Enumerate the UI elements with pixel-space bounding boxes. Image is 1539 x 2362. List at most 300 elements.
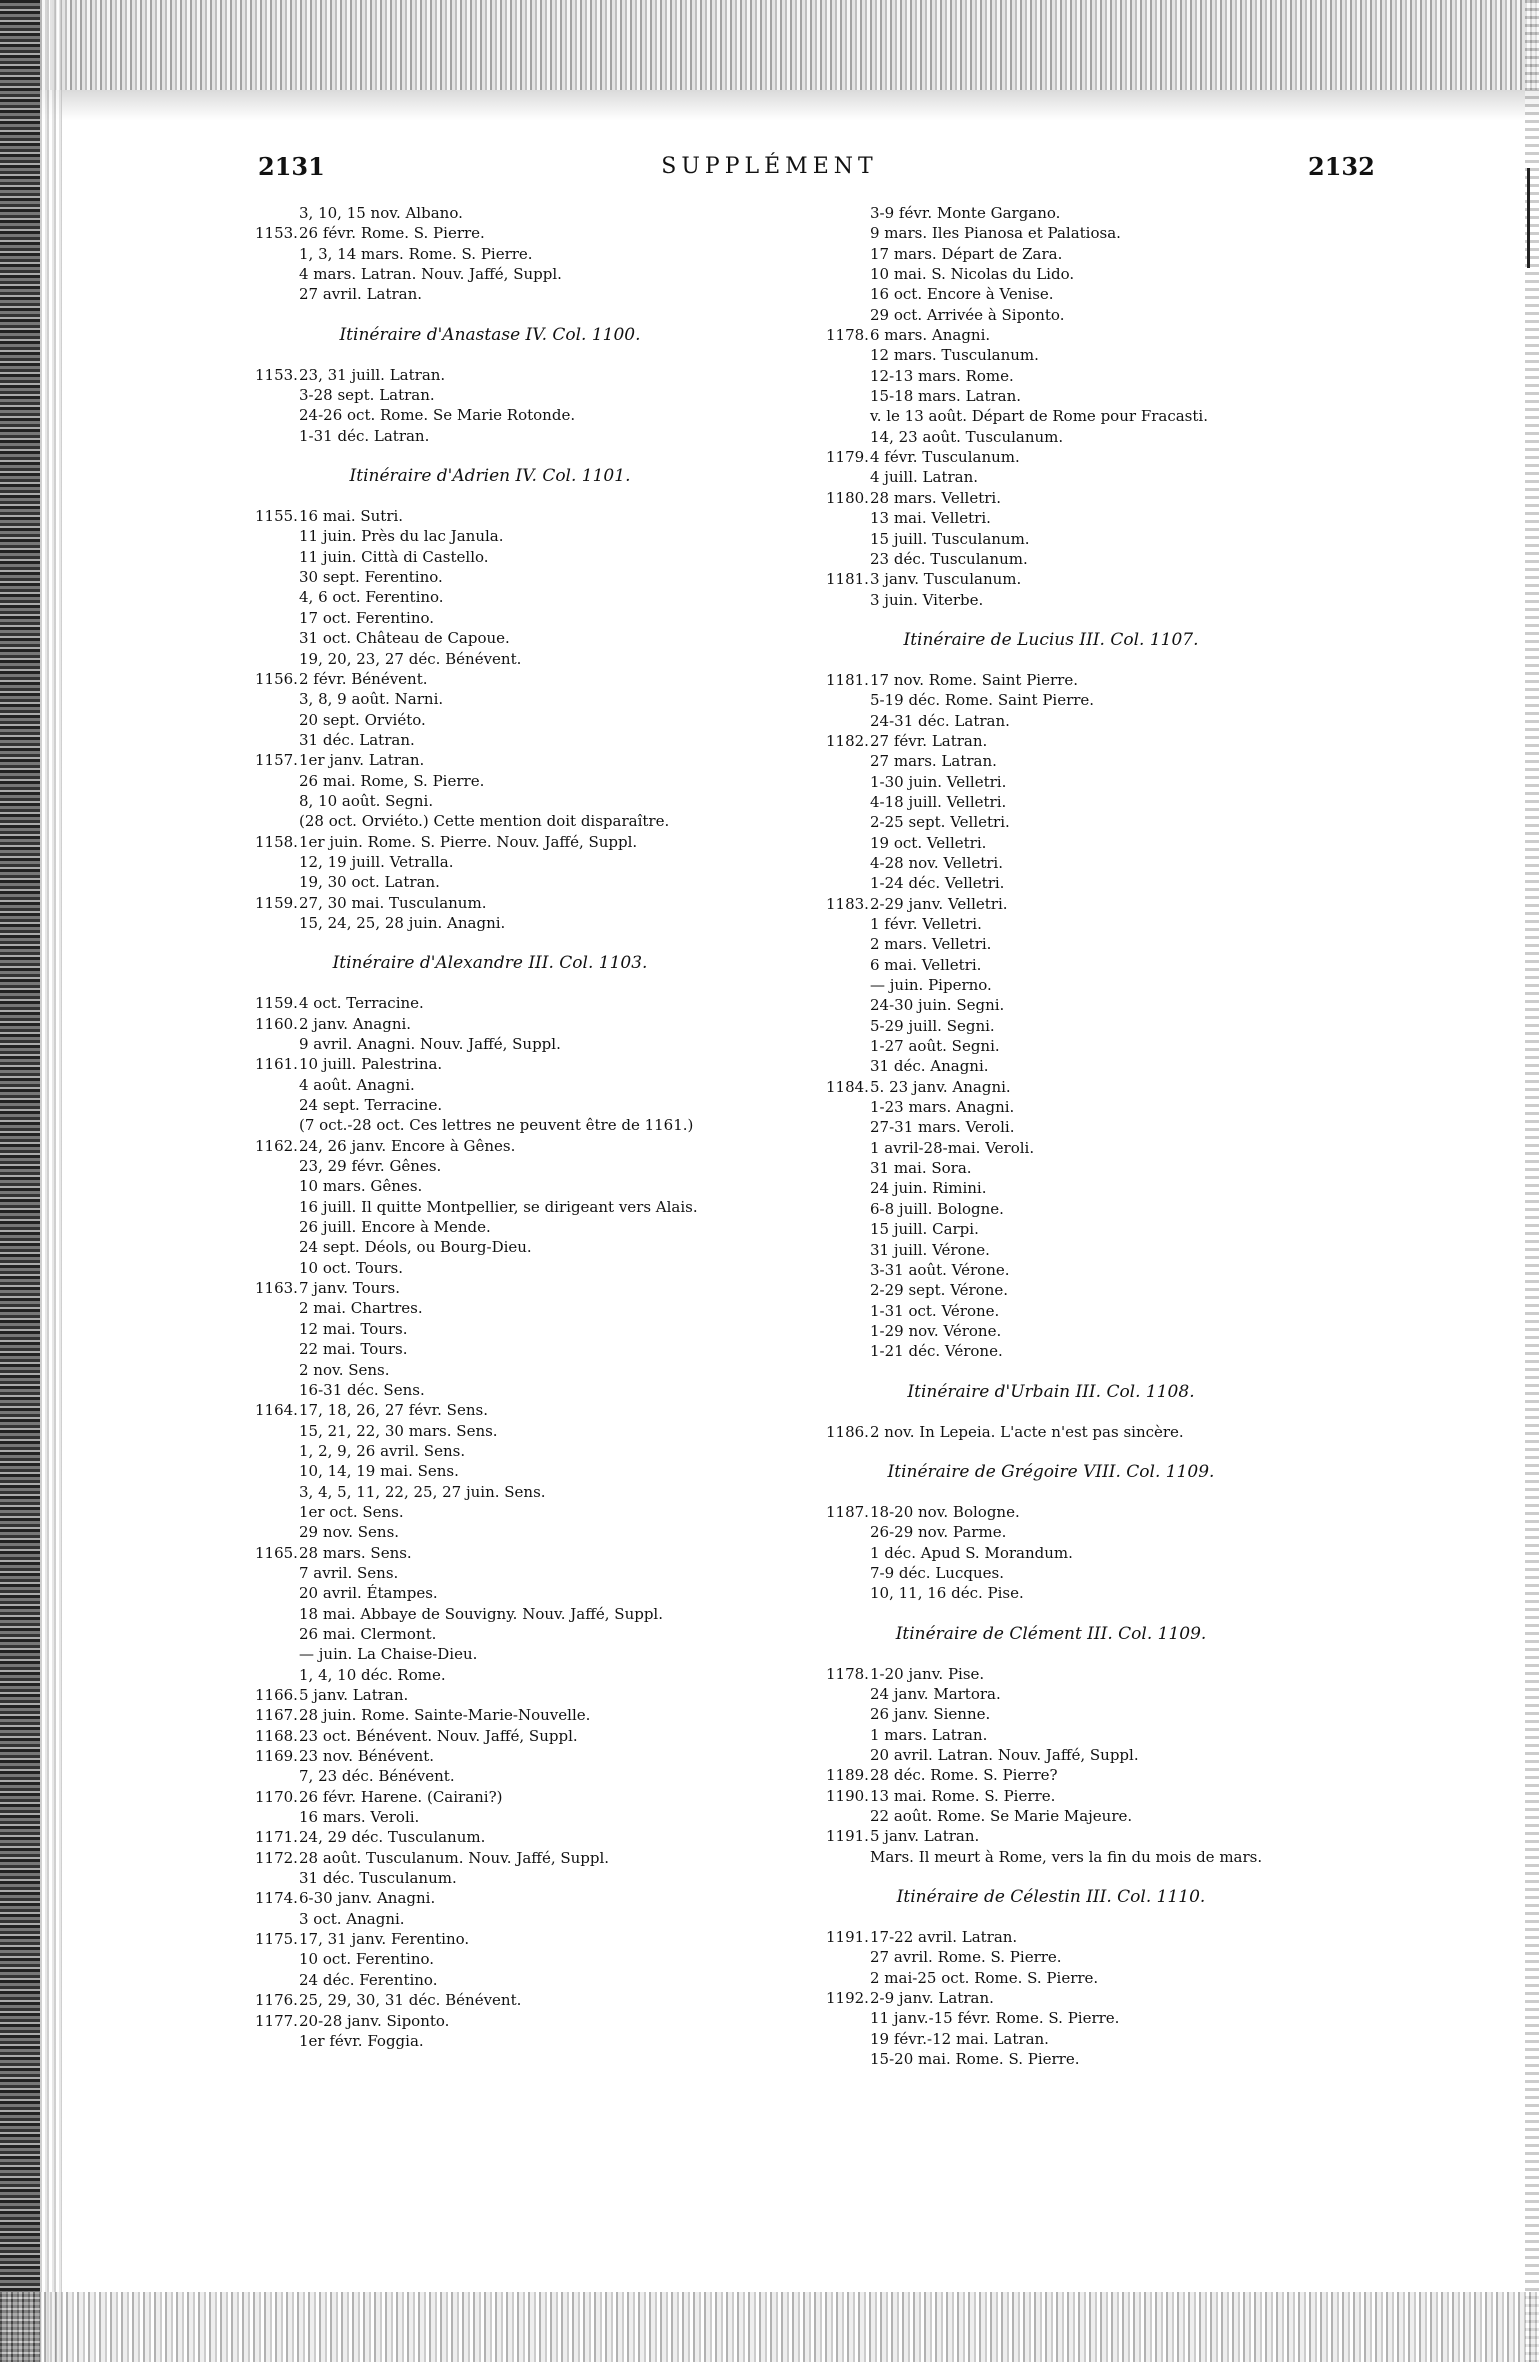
entry-text: 3 janv. Tusculanum. <box>870 570 1022 589</box>
entry-text: 27 mars. Latran. <box>870 752 997 771</box>
entry-text: 2-9 janv. Latran. <box>870 1989 994 2008</box>
itinerary-entry <box>826 1240 1276 1260</box>
entry-year: 1186. <box>826 1422 869 1441</box>
entry-year: 1191. <box>826 1827 869 1846</box>
itinerary-entry <box>826 833 1276 853</box>
itinerary-entry <box>826 975 1276 995</box>
entry-text: 24-31 déc. Latran. <box>870 711 1010 730</box>
entry-text: 28 déc. Rome. S. Pierre? <box>870 1766 1058 1785</box>
itinerary-entry <box>255 1014 725 1034</box>
itinerary-entry <box>255 811 725 831</box>
entry-text: 28 mars. Sens. <box>299 1543 412 1562</box>
itinerary-entry <box>255 1380 725 1400</box>
itinerary-entry <box>255 1583 725 1603</box>
itinerary-entry <box>255 1115 725 1135</box>
itinerary-entry <box>255 1339 725 1359</box>
itinerary-entry <box>255 1604 725 1624</box>
entry-text: 1-23 mars. Anagni. <box>870 1098 1015 1117</box>
entry-text: 12-13 mars. Rome. <box>870 366 1014 385</box>
left-column <box>255 203 725 2051</box>
entry-text: 26 févr. Rome. S. Pierre. <box>299 224 485 243</box>
itinerary-entry <box>826 1806 1276 1826</box>
entry-text: 31 juill. Vérone. <box>870 1240 990 1259</box>
entry-text: 1 févr. Velletri. <box>870 915 982 933</box>
entry-year: 1182. <box>826 731 869 750</box>
entry-year: 1164. <box>255 1401 298 1420</box>
itinerary-entry <box>826 1847 1276 1867</box>
itinerary-entry <box>826 873 1276 893</box>
entry-text: 24-26 oct. Rome. Se Marie Rotonde. <box>299 406 576 425</box>
entry-text: 20 avril. Latran. Nouv. Jaffé, Suppl. <box>870 1746 1139 1764</box>
itinerary-entry <box>826 345 1276 365</box>
entry-year: 1155. <box>255 507 298 526</box>
itinerary-entry <box>255 1685 725 1705</box>
itinerary-entry <box>255 1278 725 1298</box>
itinerary-entry <box>255 223 725 243</box>
entry-year: 1168. <box>255 1726 298 1745</box>
entry-text: 1, 3, 14 mars. Rome. S. Pierre. <box>299 244 533 263</box>
entry-year: 1159. <box>255 994 298 1013</box>
entry-text: 1-21 déc. Vérone. <box>870 1342 1003 1361</box>
entry-text: 19, 20, 23, 27 déc. Bénévent. <box>299 649 522 668</box>
entry-text: 2 mai. Chartres. <box>299 1299 423 1318</box>
entry-text: 27 avril. Rome. S. Pierre. <box>870 1948 1062 1967</box>
section-heading: Itinéraire de Célestin III. Col. 1110. <box>896 1887 1206 1908</box>
entry-year: 1153. <box>255 365 298 384</box>
itinerary-entry <box>826 223 1276 243</box>
itinerary-entry <box>255 1034 725 1054</box>
itinerary-entry <box>255 872 725 892</box>
entry-year: 1191. <box>826 1928 869 1947</box>
itinerary-entry <box>255 1807 725 1827</box>
itinerary-entry <box>826 1543 1276 1563</box>
entry-text: 20 avril. Étampes. <box>299 1584 438 1603</box>
itinerary-entry <box>826 1502 1276 1522</box>
entry-text: 17 oct. Ferentino. <box>299 608 435 627</box>
entry-text: 29 nov. Sens. <box>299 1523 400 1542</box>
itinerary-entry <box>826 1117 1276 1137</box>
itinerary-entry <box>255 1136 725 1156</box>
entry-text: 1-30 juin. Velletri. <box>870 772 1007 791</box>
itinerary-entry <box>255 244 725 264</box>
itinerary-entry <box>255 1237 725 1257</box>
itinerary-entry <box>255 1258 725 1278</box>
entry-text: 1 avril-28-mai. Veroli. <box>870 1138 1035 1157</box>
entry-text: 23, 31 juill. Latran. <box>299 365 446 384</box>
scan-left-edge <box>0 0 40 2362</box>
entry-year: 1189. <box>826 1766 869 1785</box>
entry-text: 7 janv. Tours. <box>299 1279 400 1298</box>
itinerary-entry <box>255 1970 725 1990</box>
entry-text: 18-20 nov. Bologne. <box>870 1502 1020 1521</box>
column-number-left: 2131 <box>258 152 325 181</box>
itinerary-entry <box>826 2029 1276 2049</box>
entry-text: 6-30 janv. Anagni. <box>299 1889 436 1908</box>
entry-text: 11 juin. Près du lac Janula. <box>299 527 504 546</box>
scan-top-edge <box>0 0 1539 90</box>
entry-text: 11 janv.-15 févr. Rome. S. Pierre. <box>870 2009 1120 2028</box>
itinerary-entry <box>826 1199 1276 1219</box>
entry-text: 10 oct. Ferentino. <box>299 1950 435 1969</box>
right-column <box>826 203 1276 2069</box>
itinerary-entry <box>255 1522 725 1542</box>
itinerary-entry <box>826 1341 1276 1361</box>
entry-year: 1153. <box>255 224 298 243</box>
entry-text: 4, 6 oct. Ferentino. <box>299 588 444 607</box>
entry-text: 10 mars. Gênes. <box>299 1177 423 1196</box>
entry-text: 2 janv. Anagni. <box>299 1014 412 1033</box>
itinerary-entry <box>826 1178 1276 1198</box>
section-heading: Itinéraire d'Anastase IV. Col. 1100. <box>339 324 641 345</box>
entry-year: 1156. <box>255 669 298 688</box>
entry-text: 1-24 déc. Velletri. <box>870 874 1005 893</box>
entry-text: 2 févr. Bénévent. <box>299 669 428 688</box>
entry-text: Mars. Il meurt à Rome, vers la fin du mois de mars. <box>870 1847 1263 1866</box>
entry-year: 1184. <box>826 1077 869 1096</box>
entry-text: 15, 24, 25, 28 juin. Anagni. <box>299 913 506 932</box>
itinerary-entry <box>255 730 725 750</box>
itinerary-entry <box>826 590 1276 610</box>
entry-text: 5 janv. Latran. <box>299 1686 409 1704</box>
entry-text: 1-31 déc. Latran. <box>299 426 430 445</box>
entry-year: 1177. <box>255 2011 298 2030</box>
itinerary-entry <box>255 1176 725 1196</box>
itinerary-entry <box>826 1056 1276 1076</box>
entry-text: 24 déc. Ferentino. <box>299 1970 438 1989</box>
entry-text: 17, 31 janv. Ferentino. <box>299 1930 470 1949</box>
itinerary-entry <box>826 894 1276 914</box>
entry-text: 12 mars. Tusculanum. <box>870 346 1039 365</box>
itinerary-entry <box>826 1321 1276 1341</box>
entry-text: 24 janv. Martora. <box>870 1684 1001 1703</box>
entry-text: 1, 2, 9, 26 avril. Sens. <box>299 1441 466 1460</box>
itinerary-entry <box>826 1664 1276 1684</box>
itinerary-entry <box>826 1036 1276 1056</box>
entry-text: 31 mai. Sora. <box>870 1159 972 1178</box>
itinerary-entry <box>826 731 1276 751</box>
itinerary-entry <box>826 467 1276 487</box>
section-heading: Itinéraire de Lucius III. Col. 1107. <box>903 629 1199 650</box>
entry-text: 4 févr. Tusculanum. <box>870 448 1020 467</box>
entry-text: 15-18 mars. Latran. <box>870 387 1022 406</box>
section-heading: Itinéraire d'Adrien IV. Col. 1101. <box>349 466 631 487</box>
entry-text: 10 juill. Palestrina. <box>299 1055 443 1074</box>
entry-text: (7 oct.-28 oct. Ces lettres ne peuvent être de 1161.) <box>299 1116 694 1135</box>
itinerary-entry <box>255 1543 725 1563</box>
entry-text: 26 mai. Clermont. <box>299 1624 437 1643</box>
entry-text: 26 mai. Rome, S. Pierre. <box>299 771 485 790</box>
entry-text: 23, 29 févr. Gênes. <box>299 1157 442 1176</box>
entry-text: 6-8 juill. Bologne. <box>870 1199 1004 1218</box>
entry-year: 1165. <box>255 1543 298 1562</box>
entry-text: 26 janv. Sienne. <box>870 1705 991 1724</box>
itinerary-entry <box>255 1421 725 1441</box>
entry-text: 15-20 mai. Rome. S. Pierre. <box>870 2050 1080 2069</box>
itinerary-entry <box>255 1868 725 1888</box>
entry-year: 1183. <box>826 894 869 913</box>
entry-text: 1-20 janv. Pise. <box>870 1664 985 1683</box>
entry-year: 1176. <box>255 1991 298 2010</box>
itinerary-entry <box>826 1583 1276 1603</box>
itinerary-entry <box>826 812 1276 832</box>
entry-year: 1180. <box>826 488 869 507</box>
itinerary-entry <box>255 993 725 1013</box>
entry-text: 6 mai. Velletri. <box>870 955 982 974</box>
itinerary-entry <box>826 1260 1276 1280</box>
entry-text: 19 oct. Velletri. <box>870 833 987 852</box>
itinerary-entry <box>826 2008 1276 2028</box>
entry-text: 24 sept. Terracine. <box>299 1096 443 1115</box>
scan-left-noise <box>40 0 62 2362</box>
entry-text: 2-29 janv. Velletri. <box>870 894 1008 913</box>
itinerary-entry <box>826 1522 1276 1542</box>
itinerary-entry <box>826 305 1276 325</box>
entry-text: 27-31 mars. Veroli. <box>870 1118 1015 1137</box>
itinerary-entry <box>255 1075 725 1095</box>
entry-year: 1192. <box>826 1989 869 2008</box>
itinerary-entry <box>255 1360 725 1380</box>
itinerary-entry <box>255 1441 725 1461</box>
entry-text: 13 mai. Rome. S. Pierre. <box>870 1786 1056 1805</box>
itinerary-entry <box>255 203 725 223</box>
itinerary-entry <box>826 1138 1276 1158</box>
itinerary-entry <box>255 1929 725 1949</box>
entry-text: 5-29 juill. Segni. <box>870 1016 995 1035</box>
entry-year: 1178. <box>826 326 869 345</box>
itinerary-entry <box>255 1400 725 1420</box>
entry-text: 2-25 sept. Velletri. <box>870 813 1010 832</box>
entry-text: 9 avril. Anagni. Nouv. Jaffé, Suppl. <box>299 1035 561 1053</box>
entry-text: 1er juin. Rome. S. Pierre. Nouv. Jaffé, Suppl. <box>299 832 638 851</box>
itinerary-entry <box>255 426 725 446</box>
entry-text: 27 avril. Latran. <box>299 285 423 304</box>
entry-text: 1-29 nov. Vérone. <box>870 1321 1002 1340</box>
entry-text: 26 juill. Encore à Mende. <box>299 1218 491 1237</box>
section-heading: Itinéraire d'Urbain III. Col. 1108. <box>907 1381 1195 1402</box>
entry-text: 28 août. Tusculanum. Nouv. Jaffé, Suppl. <box>299 1848 610 1867</box>
entry-year: 1175. <box>255 1930 298 1949</box>
section-heading: Itinéraire de Grégoire VIII. Col. 1109. <box>887 1461 1215 1482</box>
entry-text: 16 juill. Il quitte Montpellier, se dirigeant vers Alais. <box>299 1197 698 1216</box>
entry-year: 1167. <box>255 1706 298 1725</box>
itinerary-entry <box>255 365 725 385</box>
entry-text: 27 févr. Latran. <box>870 731 988 750</box>
entry-text: 16 mars. Veroli. <box>299 1808 420 1827</box>
itinerary-entry <box>826 995 1276 1015</box>
section-heading: Itinéraire de Clément III. Col. 1109. <box>895 1623 1207 1644</box>
itinerary-entry <box>255 608 725 628</box>
itinerary-entry <box>255 567 725 587</box>
entry-text: 24 sept. Déols, ou Bourg-Dieu. <box>299 1238 532 1257</box>
entry-text: 26-29 nov. Parme. <box>870 1523 1007 1542</box>
itinerary-entry <box>826 1684 1276 1704</box>
entry-text: 15 juill. Carpi. <box>870 1220 979 1239</box>
itinerary-entry <box>826 1725 1276 1745</box>
itinerary-entry <box>255 1726 725 1746</box>
itinerary-entry <box>826 1988 1276 2008</box>
itinerary-entry <box>826 1704 1276 1724</box>
itinerary-entry <box>255 1502 725 1522</box>
entry-text: 4-28 nov. Velletri. <box>870 853 1003 872</box>
itinerary-entry <box>255 771 725 791</box>
entry-text: — juin. Piperno. <box>870 976 992 995</box>
itinerary-entry <box>826 1158 1276 1178</box>
itinerary-entry <box>826 853 1276 873</box>
itinerary-entry <box>255 547 725 567</box>
entry-text: 10 oct. Tours. <box>299 1258 404 1277</box>
itinerary-entry <box>255 1990 725 2010</box>
entry-year: 1181. <box>826 570 869 589</box>
entry-text: 1-31 oct. Vérone. <box>870 1301 1000 1320</box>
entry-text: 1-27 août. Segni. <box>870 1037 1000 1056</box>
itinerary-entry <box>255 2011 725 2031</box>
itinerary-entry <box>255 1644 725 1664</box>
itinerary-entry <box>826 508 1276 528</box>
entry-year: 1162. <box>255 1136 298 1155</box>
itinerary-entry <box>255 1298 725 1318</box>
entry-text: 17 nov. Rome. Saint Pierre. <box>870 670 1078 689</box>
itinerary-entry <box>255 913 725 933</box>
itinerary-entry <box>826 366 1276 386</box>
entry-text: 23 nov. Bénévent. <box>299 1747 435 1766</box>
entry-text: 31 oct. Château de Capoue. <box>299 629 510 648</box>
itinerary-entry <box>255 1827 725 1847</box>
entry-text: 14, 23 août. Tusculanum. <box>870 427 1064 446</box>
entry-text: 10, 14, 19 mai. Sens. <box>299 1462 459 1481</box>
entry-text: 6 mars. Anagni. <box>870 326 991 345</box>
entry-text: 5. 23 janv. Anagni. <box>870 1077 1011 1096</box>
itinerary-entry <box>826 549 1276 569</box>
entry-text: (28 oct. Orviéto.) Cette mention doit disparaître. <box>299 812 670 831</box>
entry-text: 3 oct. Anagni. <box>299 1909 405 1928</box>
itinerary-entry <box>826 284 1276 304</box>
entry-year: 1157. <box>255 751 298 770</box>
entry-text: 24 juin. Rimini. <box>870 1179 987 1198</box>
itinerary-entry <box>826 1927 1276 1947</box>
itinerary-entry <box>826 1219 1276 1239</box>
itinerary-entry <box>826 2049 1276 2069</box>
itinerary-entry <box>255 1482 725 1502</box>
itinerary-entry <box>826 934 1276 954</box>
itinerary-entry <box>826 264 1276 284</box>
entry-text: 17, 18, 26, 27 févr. Sens. <box>299 1401 488 1420</box>
itinerary-entry <box>826 529 1276 549</box>
entry-text: 5 janv. Latran. <box>870 1827 980 1846</box>
entry-text: 3, 10, 15 nov. Albano. <box>299 204 463 222</box>
entry-year: 1174. <box>255 1889 298 1908</box>
entry-text: 19, 30 oct. Latran. <box>299 873 440 892</box>
entry-text: 3-28 sept. Latran. <box>299 386 435 405</box>
entry-text: 20 sept. Orviéto. <box>299 710 426 729</box>
entry-text: v. le 13 août. Départ de Rome pour Fracasti. <box>870 407 1208 426</box>
entry-year: 1170. <box>255 1787 298 1806</box>
itinerary-entry <box>255 526 725 546</box>
itinerary-entry <box>255 1156 725 1176</box>
entry-text: 4 août. Anagni. <box>299 1075 415 1094</box>
entry-year: 1190. <box>826 1786 869 1805</box>
entry-year: 1163. <box>255 1279 298 1298</box>
entry-text: 2 mai-25 oct. Rome. S. Pierre. <box>870 1968 1099 1987</box>
section-heading: Itinéraire d'Alexandre III. Col. 1103. <box>332 953 648 974</box>
entry-year: 1158. <box>255 832 298 851</box>
itinerary-entry <box>255 1624 725 1644</box>
itinerary-entry <box>255 1888 725 1908</box>
itinerary-entry <box>826 386 1276 406</box>
entry-text: 24-30 juin. Segni. <box>870 996 1005 1015</box>
entry-text: 8, 10 août. Segni. <box>299 791 434 810</box>
itinerary-entry <box>255 710 725 730</box>
itinerary-entry <box>255 649 725 669</box>
itinerary-entry <box>255 587 725 607</box>
entry-year: 1178. <box>826 1664 869 1683</box>
itinerary-entry <box>826 1077 1276 1097</box>
itinerary-entry <box>255 791 725 811</box>
itinerary-entry <box>255 1217 725 1237</box>
itinerary-entry <box>255 852 725 872</box>
itinerary-entry <box>255 1848 725 1868</box>
entry-text: 2-29 sept. Vérone. <box>870 1281 1009 1300</box>
itinerary-entry <box>826 772 1276 792</box>
entry-year: 1187. <box>826 1502 869 1521</box>
itinerary-entry <box>255 689 725 709</box>
itinerary-entry <box>826 955 1276 975</box>
entry-text: 5-19 déc. Rome. Saint Pierre. <box>870 691 1095 710</box>
entry-year: 1159. <box>255 893 298 912</box>
itinerary-entry <box>255 1746 725 1766</box>
entry-text: 2 mars. Velletri. <box>870 935 992 954</box>
column-number-right: 2132 <box>1308 152 1375 181</box>
entry-text: — juin. La Chaise-Dieu. <box>299 1645 478 1664</box>
itinerary-entry <box>826 690 1276 710</box>
itinerary-entry <box>255 1766 725 1786</box>
entry-text: 31 déc. Anagni. <box>870 1057 989 1076</box>
entry-year: 1172. <box>255 1848 298 1867</box>
itinerary-entry <box>826 325 1276 345</box>
itinerary-entry <box>826 711 1276 731</box>
itinerary-entry <box>826 914 1276 934</box>
entry-text: 7, 23 déc. Bénévent. <box>299 1767 455 1786</box>
itinerary-entry <box>826 1016 1276 1036</box>
scan-bottom-edge <box>0 2292 1539 2362</box>
entry-year: 1166. <box>255 1686 298 1704</box>
itinerary-entry <box>255 1949 725 1969</box>
entry-text: 15 juill. Tusculanum. <box>870 529 1030 548</box>
entry-text: 2 nov. In Lepeia. L'acte n'est pas sincère. <box>870 1422 1184 1441</box>
itinerary-entry <box>255 832 725 852</box>
itinerary-entry <box>826 1786 1276 1806</box>
entry-text: 30 sept. Ferentino. <box>299 568 443 587</box>
entry-text: 1, 4, 10 déc. Rome. <box>299 1665 446 1684</box>
itinerary-entry <box>826 244 1276 264</box>
itinerary-entry <box>826 427 1276 447</box>
itinerary-entry <box>826 1301 1276 1321</box>
itinerary-entry <box>826 203 1276 223</box>
entry-text: 23 oct. Bénévent. Nouv. Jaffé, Suppl. <box>299 1726 578 1745</box>
entry-text: 3, 8, 9 août. Narni. <box>299 690 444 709</box>
itinerary-entry <box>255 2031 725 2051</box>
itinerary-entry <box>826 1765 1276 1785</box>
entry-text: 10, 11, 16 déc. Pise. <box>870 1584 1024 1603</box>
entry-text: 22 mai. Tours. <box>299 1340 408 1359</box>
entry-text: 4 mars. Latran. Nouv. Jaffé, Suppl. <box>299 265 562 284</box>
entry-text: 10 mai. S. Nicolas du Lido. <box>870 265 1075 284</box>
entry-text: 13 mai. Velletri. <box>870 509 991 528</box>
entry-text: 28 juin. Rome. Sainte-Marie-Nouvelle. <box>299 1706 591 1725</box>
itinerary-entry <box>826 1826 1276 1846</box>
entry-text: 12 mai. Tours. <box>299 1319 408 1338</box>
entry-year: 1171. <box>255 1828 298 1847</box>
entry-text: 7 avril. Sens. <box>299 1563 399 1582</box>
